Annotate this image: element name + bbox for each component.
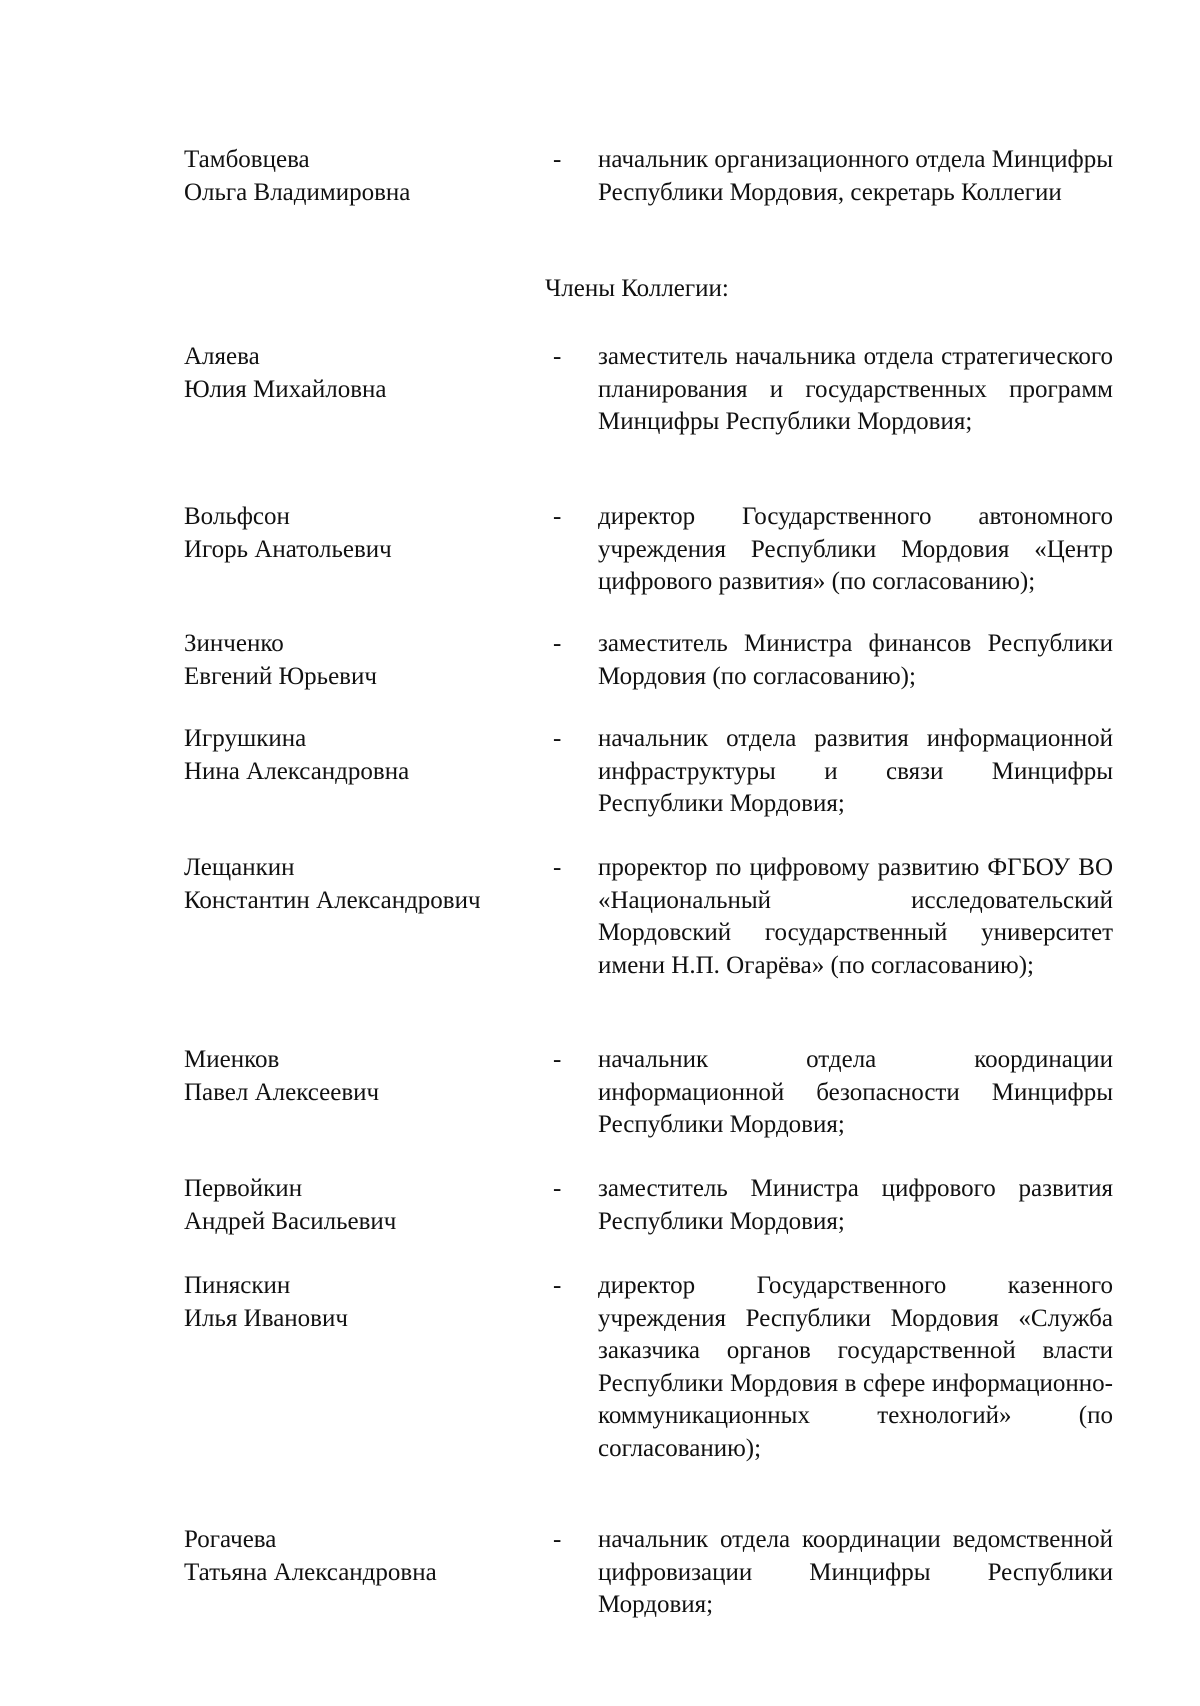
person-surname: Миенков (184, 1046, 280, 1073)
person-surname: Зинченко (184, 630, 284, 657)
entry-dash: - (553, 503, 562, 530)
person-name (184, 341, 544, 406)
person-surname: Аляева (184, 343, 260, 370)
entry-dash: - (553, 1046, 562, 1073)
person-description: заместитель Министра цифрового развития Республики Мордовия; (598, 1175, 1113, 1235)
person-name (184, 852, 544, 917)
person-name (184, 1524, 544, 1589)
person-surname: Тамбовцева (184, 146, 310, 173)
person-given-name: Юлия Михайловна (184, 375, 387, 403)
person-surname: Вольфсон (184, 503, 290, 530)
person-given-name: Ольга Владимировна (184, 178, 411, 206)
person-description: начальник отдела координации информационной безопасности Минцифры Республики Мордовия; (598, 1046, 1113, 1138)
person-description: заместитель Министра финансов Республики Мордовия (по согласованию); (598, 630, 1113, 690)
person-given-name: Андрей Васильевич (184, 1207, 397, 1235)
person-name (184, 723, 544, 788)
entry-dash: - (553, 1272, 562, 1299)
person-surname: Лещанкин (184, 854, 295, 881)
person-surname: Пиняскин (184, 1272, 291, 1299)
person-description: директор Государственного казенного учреждения Республики Мордовия «Служба заказчика органов государственной власти Республики Мордовия в сфере информационно-коммуникационных технологий» (по согласованию); (598, 1272, 1113, 1462)
person-name (184, 1270, 544, 1335)
person-description: начальник организационного отдела Минцифры Республики Мордовия, секретарь Коллегии (598, 146, 1114, 206)
person-name (184, 1173, 544, 1238)
person-description: начальник отдела координации ведомственной цифровизации Минцифры Республики Мордовия; (598, 1526, 1113, 1618)
person-given-name: Илья Иванович (184, 1304, 348, 1332)
person-surname: Первойкин (184, 1175, 303, 1202)
person-name (184, 501, 544, 566)
entry-dash: - (553, 1526, 562, 1553)
person-given-name: Евгений Юрьевич (184, 662, 377, 690)
person-name (184, 144, 544, 209)
entry-dash: - (553, 725, 562, 752)
person-given-name: Татьяна Александровна (184, 1558, 437, 1586)
entry-dash: - (553, 343, 562, 370)
members-heading: Члены Коллегии: (545, 275, 729, 302)
entry-dash: - (553, 146, 562, 173)
person-surname: Игрушкина (184, 725, 307, 752)
person-given-name: Игорь Анатольевич (184, 535, 392, 563)
entry-dash: - (553, 854, 562, 881)
entry-dash: - (553, 630, 562, 657)
person-name (184, 628, 544, 693)
person-description: заместитель начальника отдела стратегического планирования и государственных программ Минцифры Республики Мордовия; (598, 343, 1113, 435)
person-description: директор Государственного автономного учреждения Республики Мордовия «Центр цифрового развития» (по согласованию); (598, 503, 1113, 595)
person-description: начальник отдела развития информационной инфраструктуры и связи Минцифры Республики Мордовия; (598, 725, 1113, 817)
person-given-name: Нина Александровна (184, 757, 410, 785)
person-description: проректор по цифровому развитию ФГБОУ ВО «Национальный исследовательский Мордовский государственный университет имени Н.П. Огарёва» (по согласованию); (598, 854, 1113, 979)
person-given-name: Павел Алексеевич (184, 1078, 380, 1106)
person-name (184, 1044, 544, 1109)
entry-dash: - (553, 1175, 562, 1202)
person-surname: Рогачева (184, 1526, 277, 1553)
person-given-name: Константин Александрович (184, 886, 481, 914)
